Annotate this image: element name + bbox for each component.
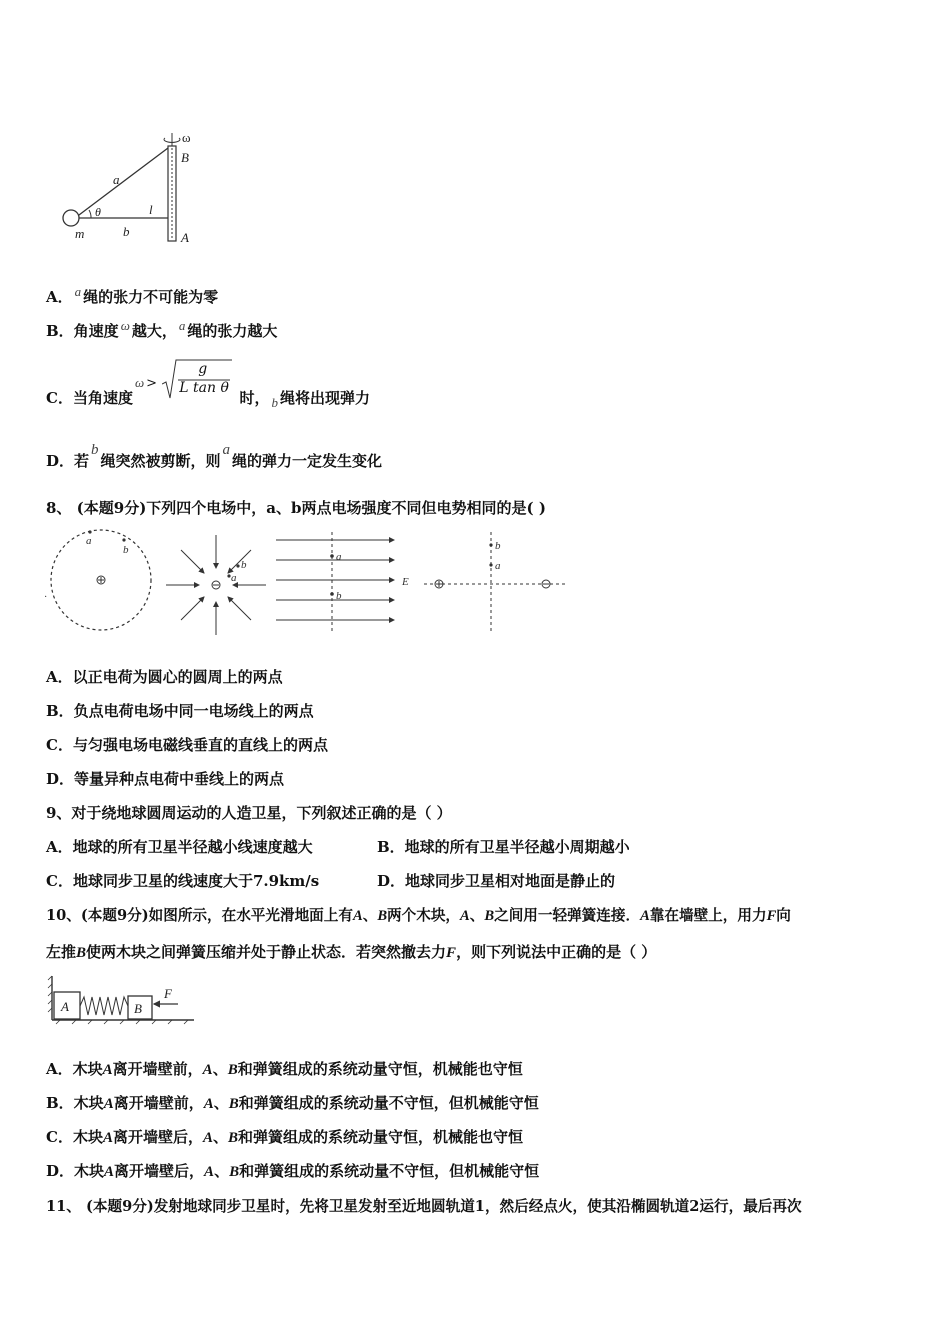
q7-option-c: C．当角速度ω > g L tan θ 时， b 绳将出现弹力 xyxy=(46,364,370,406)
q7-option-d: D．若b绳突然被剪断，则a绳的弹力一定发生变化 xyxy=(46,442,383,470)
q10-stem-line2: 左推B使两木块之间弹簧压缩并处于静止状态．若突然撤去力F，则下列说法中正确的是（ ） xyxy=(46,943,657,961)
field4-b-label: b xyxy=(495,540,501,552)
sqrt-expression xyxy=(162,358,234,400)
q8-stem: 8、 (本题9分)下列四个电场中，a、b两点电场强度不同但电势相同的是( ) xyxy=(46,499,546,517)
field3-a-label: a xyxy=(336,551,342,563)
rope-a-label: a xyxy=(113,172,120,187)
theta-label: θ xyxy=(95,205,101,219)
length-l-label: l xyxy=(149,202,153,217)
spring xyxy=(80,997,128,1015)
field2-b-label: b xyxy=(241,559,247,571)
field2-a-label: a xyxy=(231,572,237,584)
point-B-label: B xyxy=(181,150,189,165)
q10-option-c: C．木块A离开墙壁后，A、B和弹簧组成的系统动量守恒，机械能也守恒 xyxy=(46,1128,524,1146)
q8-option-d: D．等量异种点电荷中垂线上的两点 xyxy=(46,770,285,788)
field3-E-label: E xyxy=(402,576,409,588)
q9-stem: 9、对于绕地球圆周运动的人造卫星，下列叙述正确的是（ ） xyxy=(46,804,452,822)
sqrt-numerator: g xyxy=(198,361,208,377)
q11-stem: 11、 (本题9分)发射地球同步卫星时，先将卫星发射至近地圆轨道1，然后经点火，使其沿椭圆轨道2运行，最后再次 xyxy=(46,1198,802,1215)
q9-option-d: D．地球同步卫星相对地面是静止的 xyxy=(377,872,616,890)
q10-stem-line1: 10、(本题9分)如图所示，在水平光滑地面上有A、B两个木块，A、B之间用一轻弹簧连接．A靠在墙壁上，用力F向 xyxy=(46,907,791,924)
q10-option-a: A．木块A离开墙壁前，A、B和弹簧组成的系统动量守恒，机械能也守恒 xyxy=(46,1060,523,1078)
field4-equal-opposite-charges xyxy=(424,532,568,634)
q9-option-a: A．地球的所有卫星半径越小线速度越大 xyxy=(46,838,313,856)
force-F-label: F xyxy=(164,986,172,1001)
q7-option-a: A． a 绳的张力不可能为零 xyxy=(46,284,219,306)
q10-option-b: B．木块A离开墙壁前，A、B和弹簧组成的系统动量不守恒，但机械能守恒 xyxy=(46,1094,539,1112)
q9-option-c: C．地球同步卫星的线速度大于7.9km/s xyxy=(46,872,320,890)
q9-option-b: B．地球的所有卫星半径越小周期越小 xyxy=(377,838,630,856)
mass-m-label: m xyxy=(75,226,85,241)
q8-option-b: B．负点电荷电场中同一电场线上的两点 xyxy=(46,702,314,720)
rope-b-label: b xyxy=(123,224,130,239)
q7-option-b: B．角速度 ω 越大， a 绳的张力越大 xyxy=(46,318,278,340)
omega-label: ω xyxy=(182,130,191,145)
field1-a-label: a xyxy=(86,535,92,547)
q10-option-d: D．木块A离开墙壁后，A、B和弹簧组成的系统动量不守恒，但机械能守恒 xyxy=(46,1162,540,1180)
q8-electric-fields-figure xyxy=(44,528,574,640)
q7-rotating-rod-figure xyxy=(55,128,215,248)
block-A-label: A xyxy=(61,999,69,1014)
block-B-label: B xyxy=(134,1001,142,1016)
field1-dot: · xyxy=(44,592,48,603)
sqrt-denominator: L tan θ xyxy=(179,380,229,396)
field1-b-label: b xyxy=(123,544,129,556)
q8-option-a: A．以正电荷为圆心的圆周上的两点 xyxy=(46,668,283,686)
field3-uniform-field xyxy=(276,532,409,632)
field2-negative-charge xyxy=(166,535,266,635)
field4-a-label: a xyxy=(495,560,501,572)
q10-spring-blocks-figure xyxy=(44,972,199,1027)
point-A-label: A xyxy=(181,230,189,245)
field3-b-label: b xyxy=(336,590,342,602)
q8-option-c: C．与匀强电场电磁线垂直的直线上的两点 xyxy=(46,736,328,754)
